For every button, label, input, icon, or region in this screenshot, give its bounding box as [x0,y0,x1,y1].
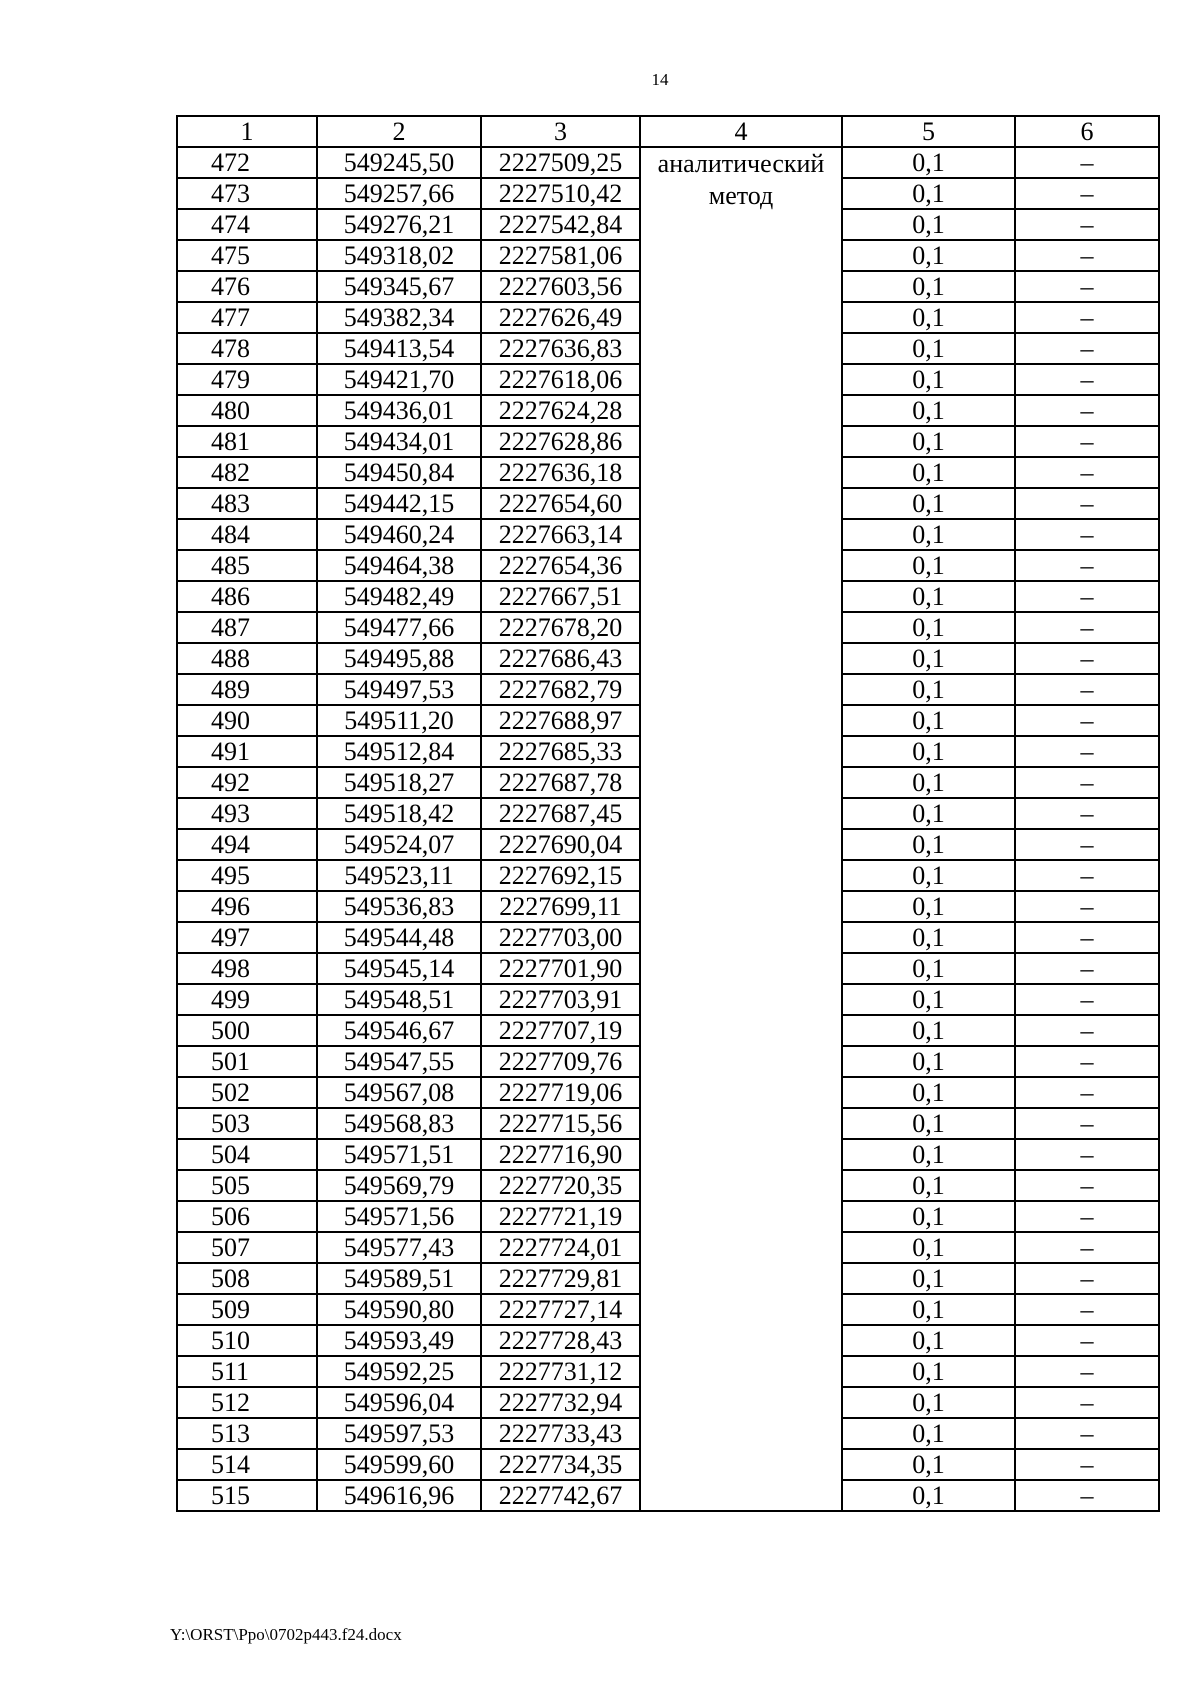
point-number-cell: 484 [177,519,317,550]
method-cell [640,147,842,1511]
x-coordinate-cell: 549245,50 [317,147,481,178]
y-coordinate-cell: 2227636,83 [481,333,640,364]
coordinates-table [176,115,1160,1512]
note-cell: – [1015,1015,1159,1046]
note-cell: – [1015,1077,1159,1108]
table-body [177,116,1159,1511]
header-cell-3: 3 [481,116,640,147]
note-cell: – [1015,1170,1159,1201]
accuracy-cell: 0,1 [842,705,1015,736]
note-cell: – [1015,674,1159,705]
x-coordinate-cell: 549616,96 [317,1480,481,1511]
point-number-cell: 499 [177,984,317,1015]
x-coordinate-cell: 549518,27 [317,767,481,798]
accuracy-cell: 0,1 [842,984,1015,1015]
accuracy-cell: 0,1 [842,333,1015,364]
x-coordinate-cell: 549511,20 [317,705,481,736]
y-coordinate-cell: 2227733,43 [481,1418,640,1449]
x-coordinate-cell: 549434,01 [317,426,481,457]
point-number-cell: 513 [177,1418,317,1449]
x-coordinate-cell: 549518,42 [317,798,481,829]
y-coordinate-cell: 2227709,76 [481,1046,640,1077]
y-coordinate-cell: 2227654,36 [481,550,640,581]
note-cell: – [1015,457,1159,488]
accuracy-cell: 0,1 [842,1356,1015,1387]
accuracy-cell: 0,1 [842,302,1015,333]
accuracy-cell: 0,1 [842,860,1015,891]
page-number: 14 [651,70,669,89]
header-cell-2: 2 [317,116,481,147]
x-coordinate-cell: 549318,02 [317,240,481,271]
note-cell: – [1015,1449,1159,1480]
note-cell: – [1015,1263,1159,1294]
note-cell: – [1015,1356,1159,1387]
accuracy-cell: 0,1 [842,643,1015,674]
point-number-cell: 483 [177,488,317,519]
x-coordinate-cell: 549512,84 [317,736,481,767]
point-number-cell: 478 [177,333,317,364]
note-cell: – [1015,147,1159,178]
note-cell: – [1015,1108,1159,1139]
x-coordinate-cell: 549597,53 [317,1418,481,1449]
note-cell: – [1015,333,1159,364]
note-cell: – [1015,271,1159,302]
note-cell: – [1015,240,1159,271]
accuracy-cell: 0,1 [842,1201,1015,1232]
point-number-cell: 489 [177,674,317,705]
y-coordinate-cell: 2227728,43 [481,1325,640,1356]
x-coordinate-cell: 549546,67 [317,1015,481,1046]
x-coordinate-cell: 549571,51 [317,1139,481,1170]
note-cell: – [1015,1201,1159,1232]
accuracy-cell: 0,1 [842,1418,1015,1449]
y-coordinate-cell: 2227729,81 [481,1263,640,1294]
header-cell-1: 1 [177,116,317,147]
x-coordinate-cell: 549477,66 [317,612,481,643]
y-coordinate-cell: 2227703,91 [481,984,640,1015]
x-coordinate-cell: 549569,79 [317,1170,481,1201]
point-number-cell: 488 [177,643,317,674]
point-number-cell: 500 [177,1015,317,1046]
note-cell: – [1015,860,1159,891]
point-number-cell: 510 [177,1325,317,1356]
x-coordinate-cell: 549596,04 [317,1387,481,1418]
accuracy-cell: 0,1 [842,1015,1015,1046]
point-number-cell: 495 [177,860,317,891]
x-coordinate-cell: 549442,15 [317,488,481,519]
y-coordinate-cell: 2227542,84 [481,209,640,240]
accuracy-cell: 0,1 [842,1387,1015,1418]
x-coordinate-cell: 549544,48 [317,922,481,953]
accuracy-cell: 0,1 [842,457,1015,488]
table-row [177,147,1159,178]
note-cell: – [1015,550,1159,581]
y-coordinate-cell: 2227731,12 [481,1356,640,1387]
note-cell: – [1015,922,1159,953]
accuracy-cell: 0,1 [842,519,1015,550]
accuracy-cell: 0,1 [842,891,1015,922]
y-coordinate-cell: 2227703,00 [481,922,640,953]
y-coordinate-cell: 2227636,18 [481,457,640,488]
y-coordinate-cell: 2227628,86 [481,426,640,457]
x-coordinate-cell: 549436,01 [317,395,481,426]
y-coordinate-cell: 2227687,45 [481,798,640,829]
point-number-cell: 487 [177,612,317,643]
x-coordinate-cell: 549571,56 [317,1201,481,1232]
y-coordinate-cell: 2227699,11 [481,891,640,922]
method-label-line: аналитический [657,149,825,178]
note-cell: – [1015,1046,1159,1077]
point-number-cell: 486 [177,581,317,612]
x-coordinate-cell: 549460,24 [317,519,481,550]
x-coordinate-cell: 549593,49 [317,1325,481,1356]
point-number-cell: 482 [177,457,317,488]
x-coordinate-cell: 549276,21 [317,209,481,240]
point-number-cell: 501 [177,1046,317,1077]
y-coordinate-cell: 2227690,04 [481,829,640,860]
accuracy-cell: 0,1 [842,612,1015,643]
note-cell: – [1015,1325,1159,1356]
note-cell: – [1015,178,1159,209]
x-coordinate-cell: 549592,25 [317,1356,481,1387]
accuracy-cell: 0,1 [842,1170,1015,1201]
x-coordinate-cell: 549495,88 [317,643,481,674]
note-cell: – [1015,1418,1159,1449]
y-coordinate-cell: 2227734,35 [481,1449,640,1480]
y-coordinate-cell: 2227603,56 [481,271,640,302]
point-number-cell: 479 [177,364,317,395]
point-number-cell: 472 [177,147,317,178]
y-coordinate-cell: 2227663,14 [481,519,640,550]
accuracy-cell: 0,1 [842,736,1015,767]
x-coordinate-cell: 549523,11 [317,860,481,891]
point-number-cell: 506 [177,1201,317,1232]
accuracy-cell: 0,1 [842,767,1015,798]
y-coordinate-cell: 2227686,43 [481,643,640,674]
accuracy-cell: 0,1 [842,1449,1015,1480]
note-cell: – [1015,829,1159,860]
note-cell: – [1015,612,1159,643]
x-coordinate-cell: 549589,51 [317,1263,481,1294]
accuracy-cell: 0,1 [842,426,1015,457]
x-coordinate-cell: 549590,80 [317,1294,481,1325]
note-cell: – [1015,798,1159,829]
accuracy-cell: 0,1 [842,395,1015,426]
point-number-cell: 491 [177,736,317,767]
x-coordinate-cell: 549536,83 [317,891,481,922]
note-cell: – [1015,891,1159,922]
point-number-cell: 477 [177,302,317,333]
point-number-cell: 511 [177,1356,317,1387]
note-cell: – [1015,1480,1159,1511]
point-number-cell: 473 [177,178,317,209]
accuracy-cell: 0,1 [842,674,1015,705]
y-coordinate-cell: 2227719,06 [481,1077,640,1108]
y-coordinate-cell: 2227626,49 [481,302,640,333]
y-coordinate-cell: 2227624,28 [481,395,640,426]
x-coordinate-cell: 549524,07 [317,829,481,860]
point-number-cell: 475 [177,240,317,271]
accuracy-cell: 0,1 [842,1263,1015,1294]
y-coordinate-cell: 2227687,78 [481,767,640,798]
point-number-cell: 508 [177,1263,317,1294]
y-coordinate-cell: 2227685,33 [481,736,640,767]
x-coordinate-cell: 549567,08 [317,1077,481,1108]
accuracy-cell: 0,1 [842,209,1015,240]
accuracy-cell: 0,1 [842,364,1015,395]
note-cell: – [1015,302,1159,333]
y-coordinate-cell: 2227715,56 [481,1108,640,1139]
x-coordinate-cell: 549545,14 [317,953,481,984]
point-number-cell: 502 [177,1077,317,1108]
point-number-cell: 481 [177,426,317,457]
note-cell: – [1015,426,1159,457]
accuracy-cell: 0,1 [842,1077,1015,1108]
x-coordinate-cell: 549345,67 [317,271,481,302]
x-coordinate-cell: 549382,34 [317,302,481,333]
header-cell-6: 6 [1015,116,1159,147]
accuracy-cell: 0,1 [842,1480,1015,1511]
point-number-cell: 512 [177,1387,317,1418]
point-number-cell: 497 [177,922,317,953]
x-coordinate-cell: 549547,55 [317,1046,481,1077]
note-cell: – [1015,767,1159,798]
accuracy-cell: 0,1 [842,798,1015,829]
accuracy-cell: 0,1 [842,488,1015,519]
note-cell: – [1015,705,1159,736]
y-coordinate-cell: 2227720,35 [481,1170,640,1201]
x-coordinate-cell: 549450,84 [317,457,481,488]
y-coordinate-cell: 2227581,06 [481,240,640,271]
y-coordinate-cell: 2227716,90 [481,1139,640,1170]
point-number-cell: 504 [177,1139,317,1170]
point-number-cell: 515 [177,1480,317,1511]
y-coordinate-cell: 2227682,79 [481,674,640,705]
method-label-line: метод [708,181,774,210]
point-number-cell: 476 [177,271,317,302]
note-cell: – [1015,1139,1159,1170]
accuracy-cell: 0,1 [842,550,1015,581]
point-number-cell: 498 [177,953,317,984]
x-coordinate-cell: 549482,49 [317,581,481,612]
point-number-cell: 496 [177,891,317,922]
x-coordinate-cell: 549599,60 [317,1449,481,1480]
accuracy-cell: 0,1 [842,271,1015,302]
y-coordinate-cell: 2227692,15 [481,860,640,891]
accuracy-cell: 0,1 [842,1325,1015,1356]
x-coordinate-cell: 549548,51 [317,984,481,1015]
note-cell: – [1015,395,1159,426]
y-coordinate-cell: 2227667,51 [481,581,640,612]
y-coordinate-cell: 2227678,20 [481,612,640,643]
accuracy-cell: 0,1 [842,1294,1015,1325]
point-number-cell: 505 [177,1170,317,1201]
accuracy-cell: 0,1 [842,1046,1015,1077]
table-header-row [177,116,1159,147]
note-cell: – [1015,1294,1159,1325]
note-cell: – [1015,984,1159,1015]
point-number-cell: 485 [177,550,317,581]
point-number-cell: 509 [177,1294,317,1325]
accuracy-cell: 0,1 [842,922,1015,953]
accuracy-cell: 0,1 [842,829,1015,860]
x-coordinate-cell: 549257,66 [317,178,481,209]
accuracy-cell: 0,1 [842,1108,1015,1139]
note-cell: – [1015,643,1159,674]
note-cell: – [1015,1232,1159,1263]
point-number-cell: 492 [177,767,317,798]
accuracy-cell: 0,1 [842,147,1015,178]
point-number-cell: 494 [177,829,317,860]
point-number-cell: 507 [177,1232,317,1263]
accuracy-cell: 0,1 [842,1232,1015,1263]
accuracy-cell: 0,1 [842,953,1015,984]
y-coordinate-cell: 2227727,14 [481,1294,640,1325]
header-cell-5: 5 [842,116,1015,147]
y-coordinate-cell: 2227618,06 [481,364,640,395]
accuracy-cell: 0,1 [842,240,1015,271]
y-coordinate-cell: 2227721,19 [481,1201,640,1232]
note-cell: – [1015,953,1159,984]
accuracy-cell: 0,1 [842,1139,1015,1170]
note-cell: – [1015,519,1159,550]
note-cell: – [1015,581,1159,612]
y-coordinate-cell: 2227742,67 [481,1480,640,1511]
point-number-cell: 474 [177,209,317,240]
point-number-cell: 493 [177,798,317,829]
y-coordinate-cell: 2227654,60 [481,488,640,519]
point-number-cell: 514 [177,1449,317,1480]
point-number-cell: 480 [177,395,317,426]
header-cell-4: 4 [640,116,842,147]
accuracy-cell: 0,1 [842,581,1015,612]
y-coordinate-cell: 2227688,97 [481,705,640,736]
note-cell: – [1015,1387,1159,1418]
note-cell: – [1015,209,1159,240]
point-number-cell: 503 [177,1108,317,1139]
note-cell: – [1015,488,1159,519]
accuracy-cell: 0,1 [842,178,1015,209]
y-coordinate-cell: 2227509,25 [481,147,640,178]
x-coordinate-cell: 549464,38 [317,550,481,581]
note-cell: – [1015,364,1159,395]
x-coordinate-cell: 549421,70 [317,364,481,395]
x-coordinate-cell: 549568,83 [317,1108,481,1139]
x-coordinate-cell: 549577,43 [317,1232,481,1263]
y-coordinate-cell: 2227510,42 [481,178,640,209]
footer-file-path: Y:\ORST\Ppo\0702p443.f24.docx [170,1625,402,1644]
note-cell: – [1015,736,1159,767]
y-coordinate-cell: 2227732,94 [481,1387,640,1418]
y-coordinate-cell: 2227724,01 [481,1232,640,1263]
x-coordinate-cell: 549413,54 [317,333,481,364]
y-coordinate-cell: 2227707,19 [481,1015,640,1046]
x-coordinate-cell: 549497,53 [317,674,481,705]
point-number-cell: 490 [177,705,317,736]
y-coordinate-cell: 2227701,90 [481,953,640,984]
